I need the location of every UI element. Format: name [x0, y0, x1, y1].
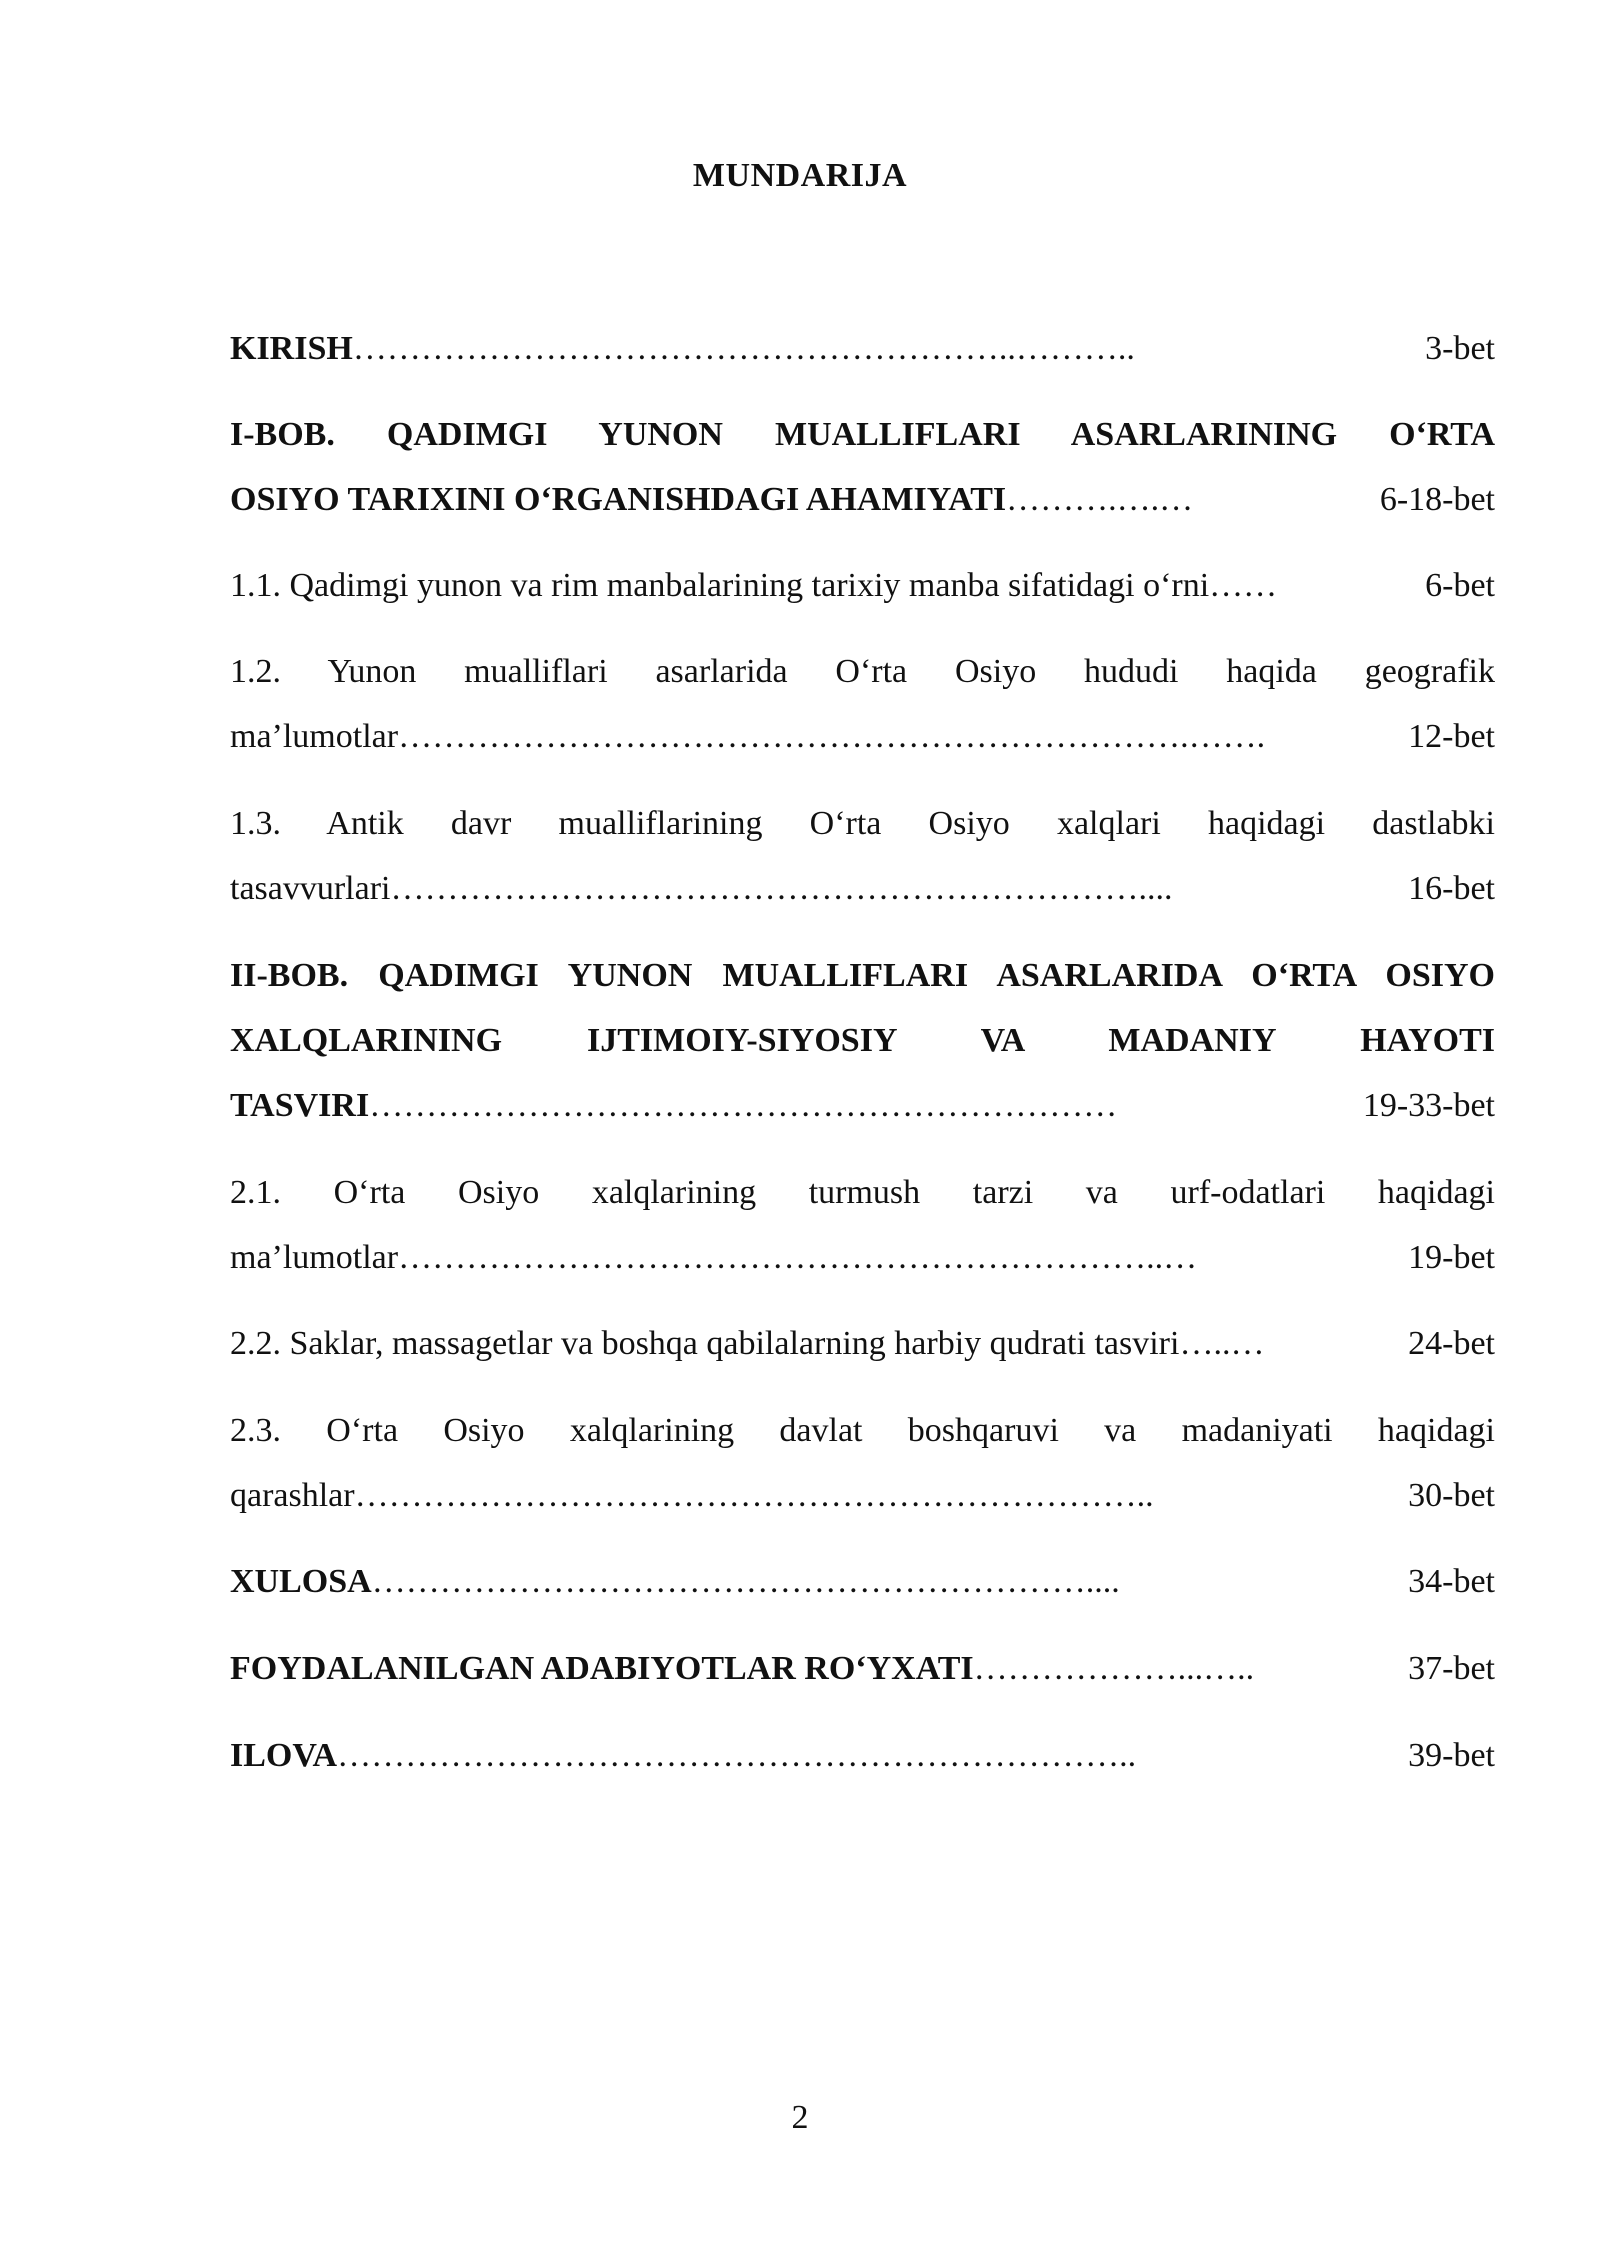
toc-leader-dots: …………………………………………………………....	[390, 870, 1173, 907]
toc-page-ref: 37-bet	[1408, 1650, 1495, 1687]
toc-leader-dots: …………………………………………………………..…	[398, 1239, 1198, 1276]
toc-entry-title: XULOSA	[230, 1563, 372, 1600]
toc-leader-dots: ………………………………………………………....	[371, 1563, 1120, 1600]
toc-entry-title: ma’lumotlar	[230, 1239, 399, 1276]
page-number: 2	[791, 2099, 809, 2136]
toc-page-ref: 34-bet	[1408, 1563, 1495, 1600]
toc-page-ref: 39-bet	[1408, 1737, 1495, 1774]
toc-entry-section-2-3	[230, 1398, 1495, 1528]
toc-entry-line: 2.3. O‘rta Osiyo xalqlarining davlat boshqaruvi va madaniyati haqidagi	[230, 1412, 1495, 1449]
toc-page-ref: 19-bet	[1408, 1239, 1495, 1276]
toc-entry-section-2-1	[230, 1160, 1495, 1290]
toc-entry-conclusion	[230, 1549, 1495, 1614]
toc-entry-section-1-1	[230, 553, 1495, 618]
toc-entry-section-2-2	[230, 1311, 1495, 1376]
toc-leader-dots: …..…	[1179, 1325, 1265, 1362]
toc-page-ref: 19-33-bet	[1362, 1087, 1495, 1124]
toc-page-ref: 6-18-bet	[1379, 481, 1495, 518]
toc-entry-last-line	[230, 316, 1495, 381]
toc-entry-line: 1.3. Antik davr mualliflarining O‘rta Osiyo xalqlari haqidagi dastlabki	[230, 805, 1495, 842]
page-title: MUNDARIJA	[692, 157, 908, 194]
toc-page-ref: 24-bet	[1408, 1325, 1495, 1362]
toc-page-ref: 12-bet	[1408, 718, 1495, 755]
toc-entry-title: OSIYO TARIXINI O‘RGANISHDAGI AHAMIYATI	[230, 481, 1007, 518]
toc-entry-last-line	[230, 1549, 1495, 1614]
toc-entry-line: 2.1. O‘rta Osiyo xalqlarining turmush tarzi va urf-odatlari haqidagi	[230, 1174, 1495, 1211]
toc-entry-title: KIRISH	[230, 330, 353, 367]
toc-entry-line: I-BOB. QADIMGI YUNON MUALLIFLARI ASARLARINING O‘RTA	[230, 416, 1495, 453]
toc-leader-dots: ……………………………………………………………..	[337, 1737, 1137, 1774]
toc-leader-dots: ……….….…	[1006, 481, 1194, 518]
toc-entry-section-1-2	[230, 639, 1495, 769]
toc-entry-line: 1.2. Yunon mualliflari asarlarida O‘rta Osiyo hududi haqida geografik	[230, 653, 1495, 690]
toc-leader-dots: ………………...…..	[973, 1650, 1255, 1687]
toc-entry-title: 2.2. Saklar, massagetlar va boshqa qabilalarning harbiy qudrati tasviri	[230, 1325, 1180, 1362]
toc-leader-dots: ……	[1209, 567, 1278, 604]
toc-entry-kirish	[230, 316, 1495, 381]
toc-entry-last-line	[230, 1463, 1495, 1528]
toc-entry-chapter-2	[230, 943, 1495, 1138]
toc-page-ref: 16-bet	[1408, 870, 1495, 907]
toc-page-ref: 3-bet	[1425, 330, 1495, 367]
toc-entry-title: 1.1. Qadimgi yunon va rim manbalarining tarixiy manba sifatidagi o‘rni	[230, 567, 1210, 604]
toc-page-ref: 6-bet	[1425, 567, 1495, 604]
toc-entry-last-line	[230, 1636, 1495, 1701]
toc-entry-line: II-BOB. QADIMGI YUNON MUALLIFLARI ASARLARIDA O‘RTA OSIYO	[230, 957, 1495, 994]
toc-page-ref: 30-bet	[1408, 1477, 1495, 1514]
toc-entry-last-line	[230, 1311, 1495, 1376]
toc-entry-last-line	[230, 1723, 1495, 1788]
toc-entry-appendix	[230, 1723, 1495, 1788]
toc-entry-chapter-1	[230, 402, 1495, 532]
toc-entry-title: FOYDALANILGAN ADABIYOTLAR RO‘YXATI	[230, 1650, 974, 1687]
toc-entry-line: XALQLARINING IJTIMOIY-SIYOSIY VA MADANIY HAYOTI	[230, 1022, 1495, 1059]
toc-entry-references	[230, 1636, 1495, 1701]
toc-leader-dots: …………………………………………………..………..	[352, 330, 1135, 367]
toc-entry-last-line	[230, 467, 1495, 532]
toc-entry-title: qarashlar	[230, 1477, 355, 1514]
toc-entry-title: ma’lumotlar	[230, 718, 399, 755]
toc-entry-last-line	[230, 856, 1495, 921]
toc-entry-last-line	[230, 1225, 1495, 1290]
toc-entry-title: tasavvurlari	[230, 870, 391, 907]
toc-entry-title: ILOVA	[230, 1737, 338, 1774]
toc-entry-section-1-3	[230, 791, 1495, 921]
toc-leader-dots: …………………………………………………………….…….	[398, 718, 1266, 755]
toc-entry-last-line	[230, 704, 1495, 769]
toc-entry-last-line	[230, 553, 1495, 618]
toc-leader-dots: …………………………………………………………	[369, 1087, 1118, 1124]
toc-entry-title: TASVIRI	[230, 1087, 370, 1124]
toc-entry-last-line	[230, 1073, 1495, 1138]
toc-leader-dots: ……………………………………………………………..	[354, 1477, 1154, 1514]
